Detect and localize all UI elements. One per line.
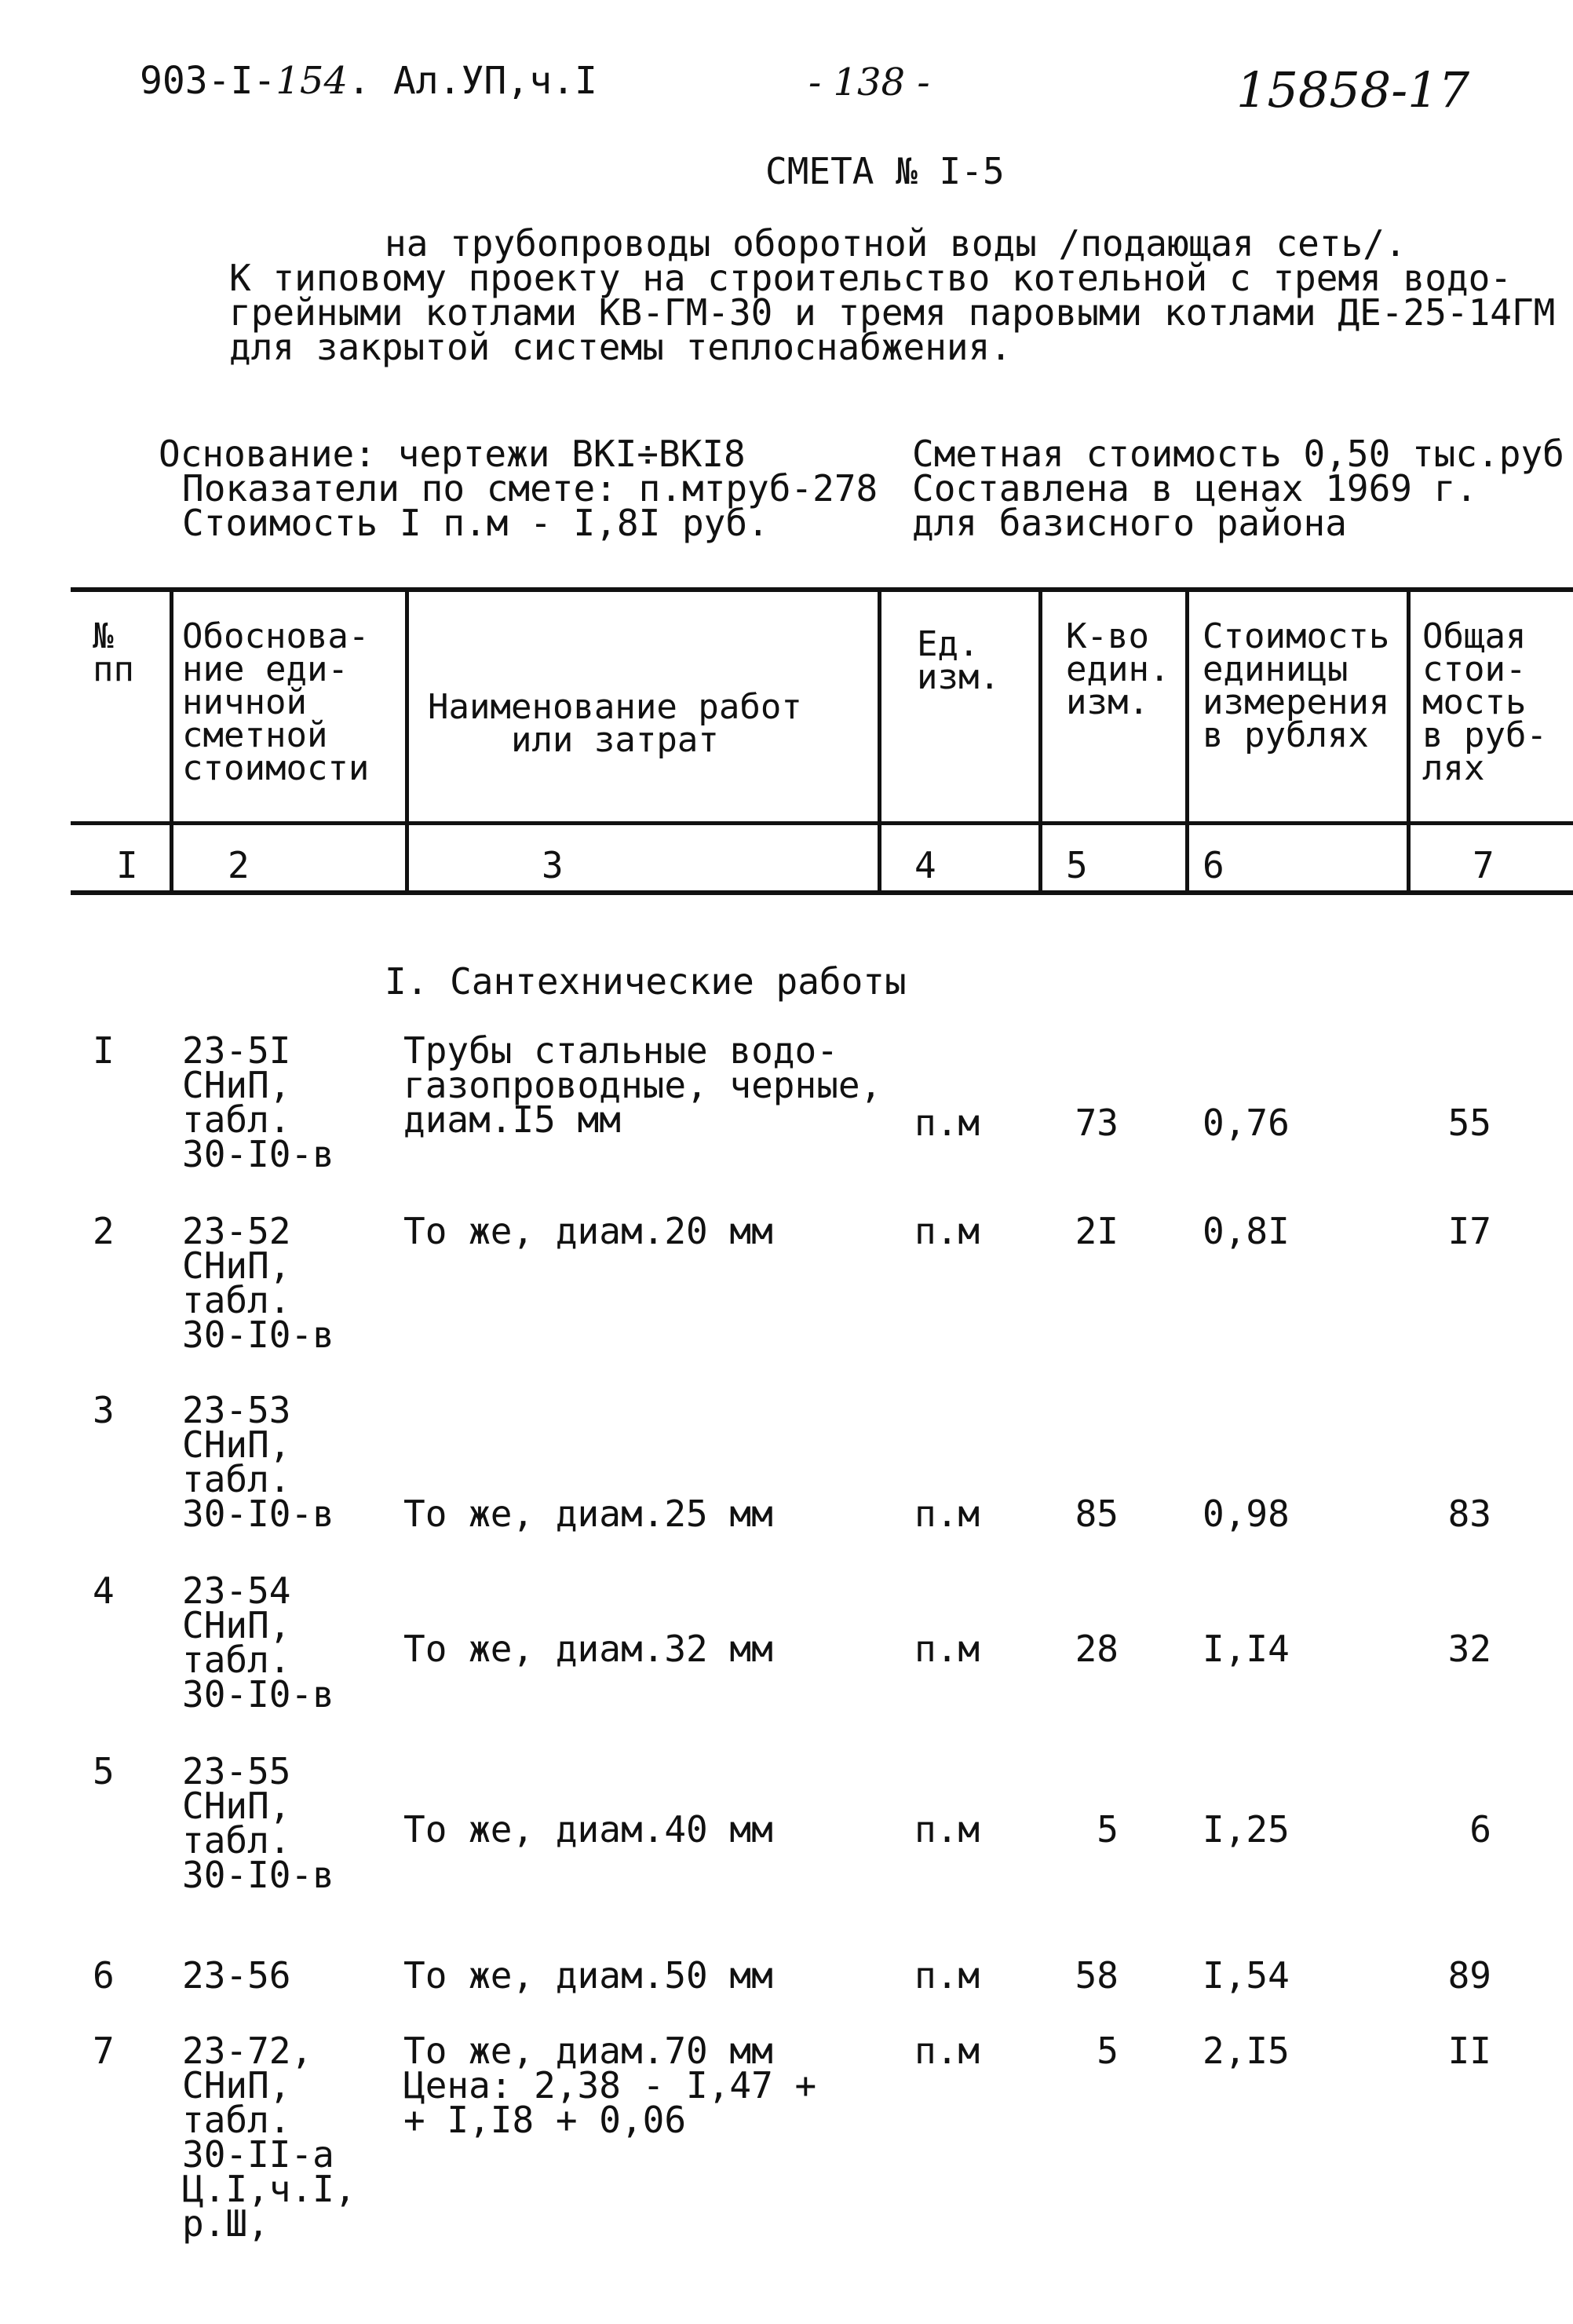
row-qty: 5: [1097, 1808, 1119, 1851]
row-total: II: [1447, 2030, 1491, 2072]
name-text: диам.I5 мм: [403, 1098, 621, 1141]
header-text: Наименование работ: [428, 687, 802, 727]
row-qty: 5: [1097, 2030, 1119, 2072]
row-basis: [182, 2030, 356, 2245]
table-top-border: [71, 587, 1573, 592]
name-text: То же, диам.20 мм: [403, 1210, 773, 1252]
row-basis: [182, 1029, 334, 1175]
basis-text: 23-52: [182, 1210, 291, 1252]
row-unit: п.м: [914, 1808, 980, 1851]
page-number: - 138 -: [808, 60, 930, 104]
estimated-cost-line: Сметная стоимость 0,50 тыс.руб: [912, 433, 1564, 475]
row-number: 2: [93, 1210, 115, 1252]
name-text: газопроводные, черные,: [403, 1064, 882, 1106]
row-name: То же, диам.50 мм: [403, 1954, 773, 1997]
header-text: в руб-: [1422, 715, 1547, 755]
row-name: [403, 2030, 817, 2141]
basis-text: табл.: [182, 1098, 291, 1141]
basis-text: табл.: [182, 1458, 291, 1500]
row-total: I7: [1447, 1210, 1491, 1252]
row-price: 2,I5: [1203, 2030, 1290, 2072]
column-numbers-bottom-border: [71, 890, 1573, 895]
basis-text: табл.: [182, 2099, 291, 2141]
row-total: 89: [1447, 1954, 1491, 1997]
row-total: 32: [1447, 1628, 1491, 1670]
header-text: в рублях: [1203, 715, 1369, 755]
column-divider: [170, 589, 173, 895]
column-number: 3: [542, 844, 564, 886]
row-unit: п.м: [914, 1954, 980, 1997]
column-number: I: [116, 844, 138, 886]
basis-text: 23-53: [182, 1389, 291, 1431]
row-price: I,I4: [1203, 1628, 1290, 1670]
region-line: для базисного района: [912, 502, 1347, 544]
basis-text: 30-I0-в: [182, 1673, 334, 1716]
basis-text: СНиП,: [182, 2064, 291, 2107]
header-text: или затрат: [510, 720, 719, 760]
title-line-4: для закрытой системы теплоснабжения.: [229, 326, 1012, 368]
row-total: 55: [1447, 1102, 1491, 1144]
name-text: То же, диам.70 мм: [403, 2030, 773, 2072]
header-bottom-border: [71, 821, 1573, 825]
row-basis: [182, 1569, 334, 1716]
row-basis: [182, 1389, 334, 1535]
column-divider: [1185, 589, 1189, 895]
basis-text: 30-II-а: [182, 2133, 334, 2176]
basis-text: Ц.I,ч.I,: [182, 2168, 356, 2210]
column-number: 2: [228, 844, 250, 886]
row-unit: п.м: [914, 1102, 980, 1144]
header-text: №: [93, 616, 114, 656]
row-unit: п.м: [914, 2030, 980, 2072]
row-price: 0,76: [1203, 1102, 1290, 1144]
doc-code-prefix: 903-I-: [140, 59, 276, 103]
column-number: 4: [914, 844, 936, 886]
row-unit: п.м: [914, 1210, 980, 1252]
header-text: лях: [1422, 748, 1485, 788]
header-text: Обоснова-: [182, 616, 370, 656]
basis-text: СНиП,: [182, 1604, 291, 1646]
doc-code-handwritten: 154: [276, 59, 349, 103]
column-number: 7: [1473, 844, 1495, 886]
name-text: + I,I8 + 0,06: [403, 2099, 687, 2141]
row-unit: п.м: [914, 1628, 980, 1670]
row-name: То же, диам.32 мм: [403, 1628, 773, 1670]
basis-text: 23-55: [182, 1750, 291, 1792]
row-name: То же, диам.25 мм: [403, 1493, 773, 1535]
row-total: 83: [1447, 1493, 1491, 1535]
header-text: измерения: [1203, 682, 1390, 722]
column-divider: [878, 589, 881, 895]
header-text: ничной: [182, 682, 307, 722]
header-col-unit: [917, 624, 1000, 697]
header-text: Общая: [1422, 616, 1527, 656]
header-text: пп: [93, 649, 134, 689]
header-text: изм.: [917, 657, 1000, 697]
basis-text: 23-5I: [182, 1029, 291, 1072]
header-text: един.: [1066, 649, 1170, 689]
unit-cost-line: Стоимость I п.м - I,8I руб.: [182, 502, 769, 544]
row-price: I,25: [1203, 1808, 1290, 1851]
basis-text: 30-I0-в: [182, 1854, 334, 1896]
header-text: мость: [1422, 682, 1527, 722]
title-line-3: грейными котлами КВ-ГМ-30 и тремя паровыми котлами ДЕ-25-14ГМ: [229, 291, 1556, 334]
basis-line: Основание: чертежи ВКI÷ВКI8: [159, 433, 746, 475]
header-col-unit-price: [1203, 616, 1390, 755]
row-total: 6: [1469, 1808, 1491, 1851]
row-number: 3: [93, 1389, 115, 1431]
header-col-qty: [1066, 616, 1170, 722]
row-qty: 73: [1075, 1102, 1119, 1144]
header-text: единицы: [1203, 649, 1349, 689]
row-price: 0,98: [1203, 1493, 1290, 1535]
header-text: стои-: [1422, 649, 1527, 689]
basis-text: табл.: [182, 1639, 291, 1681]
basis-text: табл.: [182, 1819, 291, 1862]
column-number: 6: [1203, 844, 1224, 886]
row-qty: 85: [1075, 1493, 1119, 1535]
row-basis: 23-56: [182, 1954, 291, 1997]
header-col-total: [1422, 616, 1547, 788]
column-divider: [405, 589, 409, 895]
doc-code-suffix: . Ал.УП,ч.I: [348, 59, 597, 103]
header-text: изм.: [1066, 682, 1149, 722]
row-number: I: [93, 1029, 115, 1072]
basis-text: 23-72,: [182, 2030, 313, 2072]
prices-year-line: Составлена в ценах 1969 г.: [912, 467, 1478, 510]
row-basis: [182, 1210, 334, 1356]
row-unit: п.м: [914, 1493, 980, 1535]
basis-text: р.Ш,: [182, 2202, 269, 2245]
column-number: 5: [1066, 844, 1088, 886]
title-line-1: на трубопроводы оборотной воды /подающая сеть/.: [385, 222, 1407, 265]
row-number: 6: [93, 1954, 115, 1997]
section-title: I. Сантехнические работы: [385, 960, 907, 1003]
column-divider: [1407, 589, 1411, 895]
header-text: сметной: [182, 715, 328, 755]
sheet-number: 15858-17: [1236, 61, 1470, 119]
row-number: 7: [93, 2030, 115, 2072]
estimate-heading: СМЕТА № I-5: [765, 150, 1005, 192]
row-name: [403, 1210, 773, 1252]
row-number: 5: [93, 1750, 115, 1792]
document-code: [140, 59, 597, 103]
header-col-num: [93, 616, 134, 689]
name-text: Трубы стальные водо-: [403, 1029, 838, 1072]
header-text: Ед.: [917, 624, 980, 664]
header-text: К-во: [1066, 616, 1149, 656]
title-line-2: К типовому проекту на строительство котельной с тремя водо-: [229, 257, 1512, 299]
basis-text: СНиП,: [182, 1423, 291, 1466]
header-text: Стоимость: [1203, 616, 1390, 656]
column-divider: [1038, 589, 1042, 895]
basis-text: табл.: [182, 1279, 291, 1321]
basis-text: СНиП,: [182, 1064, 291, 1106]
basis-text: 30-I0-в: [182, 1493, 334, 1535]
row-qty: 2I: [1075, 1210, 1119, 1252]
row-number: 4: [93, 1569, 115, 1612]
basis-text: СНиП,: [182, 1785, 291, 1827]
name-text: Цена: 2,38 - I,47 +: [403, 2064, 817, 2107]
row-qty: 58: [1075, 1954, 1119, 1997]
indicators-line: Показатели по смете: п.мтруб-278: [182, 467, 878, 510]
basis-text: 30-I0-в: [182, 1133, 334, 1175]
basis-text: 30-I0-в: [182, 1314, 334, 1356]
header-text: ние еди-: [182, 649, 349, 689]
header-col-basis: [182, 616, 370, 788]
basis-text: СНиП,: [182, 1244, 291, 1287]
row-basis: [182, 1750, 334, 1896]
row-price: I,54: [1203, 1954, 1290, 1997]
row-name: То же, диам.40 мм: [403, 1808, 773, 1851]
header-col-name: [428, 687, 802, 760]
basis-text: 23-54: [182, 1569, 291, 1612]
header-text: стоимости: [182, 748, 370, 788]
row-price: 0,8I: [1203, 1210, 1290, 1252]
row-qty: 28: [1075, 1628, 1119, 1670]
row-name: [403, 1029, 882, 1141]
